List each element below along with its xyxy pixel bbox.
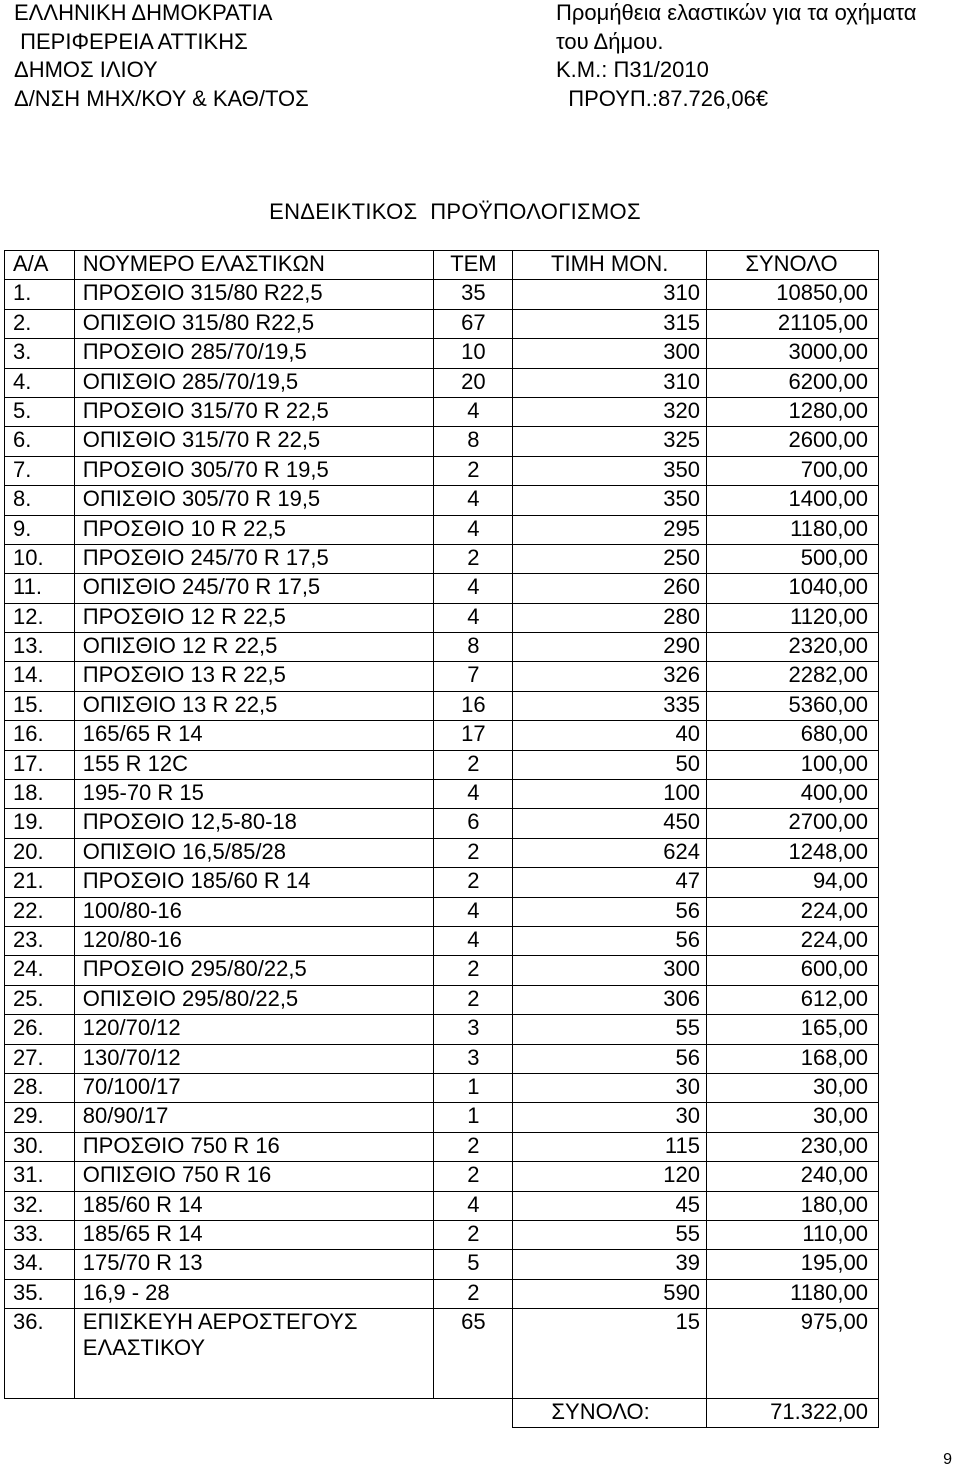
line-total: 975,00 [707,1309,879,1399]
table-row [5,662,879,691]
row-number: 7. [5,456,75,485]
table-row [5,1220,879,1249]
line-total: 700,00 [707,456,879,485]
unit-price: 56 [513,926,707,955]
row-number: 13. [5,633,75,662]
quantity: 2 [434,750,513,779]
tire-description: ΟΠΙΣΘΙΟ 305/70 R 19,5 [74,486,434,515]
row-number: 17. [5,750,75,779]
unit-price: 310 [513,280,707,309]
row-number: 21. [5,868,75,897]
table-row [5,456,879,485]
header-aa: Α/Α [5,251,75,280]
line-total: 1120,00 [707,603,879,632]
line-total: 10850,00 [707,280,879,309]
line-total: 5360,00 [707,691,879,720]
quantity: 16 [434,691,513,720]
issuer-line: Δ/ΝΣΗ ΜΗΧ/ΚΟΥ & ΚΑΘ/ΤΟΣ [14,85,309,111]
unit-price: 250 [513,544,707,573]
row-number: 27. [5,1044,75,1073]
unit-price: 280 [513,603,707,632]
table-row [5,427,879,456]
tire-description: ΟΠΙΣΘΙΟ 295/80/22,5 [74,985,434,1014]
tire-description: ΕΠΙΣΚΕΥΗ ΑΕΡΟΣΤΕΓΟΥΣ ΕΛΑΣΤΙΚΟΥ [74,1309,434,1399]
tire-description: ΠΡΟΣΘΙΟ 12,5-80-18 [74,809,434,838]
project-block [556,0,956,114]
table-row [5,603,879,632]
quantity: 1 [434,1103,513,1132]
issuer-line: ΠΕΡΙΦΕΡΕΙΑ ΑΤΤΙΚΗΣ [14,28,248,54]
quantity: 20 [434,368,513,397]
line-total: 165,00 [707,1015,879,1044]
row-number: 31. [5,1162,75,1191]
tire-description: ΠΡΟΣΘΙΟ 295/80/22,5 [74,956,434,985]
table-row [5,780,879,809]
header-total: ΣΥΝΟΛΟ [707,251,879,280]
row-number: 8. [5,486,75,515]
table-row [5,368,879,397]
header-qty: ΤΕΜ [434,251,513,280]
table-row [5,1015,879,1044]
line-total: 2320,00 [707,633,879,662]
row-number: 26. [5,1015,75,1044]
row-number: 22. [5,897,75,926]
row-number: 29. [5,1103,75,1132]
empty-cell [5,1399,75,1428]
unit-price: 326 [513,662,707,691]
table-row [5,985,879,1014]
tire-description: ΟΠΙΣΘΙΟ 315/80 R22,5 [74,309,434,338]
unit-price: 55 [513,1015,707,1044]
project-line: Κ.Μ.: Π31/2010 [556,57,709,82]
tire-description: ΟΠΙΣΘΙΟ 16,5/85/28 [74,838,434,867]
tire-description: ΠΡΟΣΘΙΟ 750 R 16 [74,1132,434,1161]
quantity: 4 [434,515,513,544]
quantity: 2 [434,456,513,485]
issuer-block [14,0,309,114]
table-row [5,486,879,515]
row-number: 3. [5,339,75,368]
table-row [5,809,879,838]
quantity: 2 [434,868,513,897]
line-total: 1040,00 [707,574,879,603]
unit-price: 315 [513,309,707,338]
unit-price: 55 [513,1220,707,1249]
line-total: 1180,00 [707,1279,879,1308]
row-number: 30. [5,1132,75,1161]
table-row [5,868,879,897]
table-row [5,926,879,955]
table-row [5,397,879,426]
unit-price: 590 [513,1279,707,1308]
row-number: 10. [5,544,75,573]
line-total: 2600,00 [707,427,879,456]
row-number: 15. [5,691,75,720]
line-total: 1280,00 [707,397,879,426]
quantity: 4 [434,926,513,955]
table-row [5,1279,879,1308]
unit-price: 335 [513,691,707,720]
table-row [5,544,879,573]
table-row [5,339,879,368]
project-line: ΠΡΟΥΠ.:87.726,06€ [556,85,769,111]
unit-price: 350 [513,486,707,515]
quantity: 10 [434,339,513,368]
quantity: 2 [434,544,513,573]
quantity: 1 [434,1073,513,1102]
tire-description: 16,9 - 28 [74,1279,434,1308]
row-number: 18. [5,780,75,809]
row-number: 2. [5,309,75,338]
grand-total-value: 71.322,00 [707,1399,879,1428]
unit-price: 56 [513,897,707,926]
table-row [5,1073,879,1102]
row-number: 12. [5,603,75,632]
quantity: 67 [434,309,513,338]
quantity: 17 [434,721,513,750]
issuer-line: ΕΛΛΗΝΙΚΗ ΔΗΜΟΚΡΑΤΙΑ [14,0,273,25]
row-number: 28. [5,1073,75,1102]
line-total: 224,00 [707,926,879,955]
table-row [5,515,879,544]
tire-description: 165/65 R 14 [74,721,434,750]
header-price: ΤΙΜΗ ΜΟΝ. [513,251,707,280]
line-total: 21105,00 [707,309,879,338]
tire-description: ΠΡΟΣΘΙΟ 305/70 R 19,5 [74,456,434,485]
issuer-line: ΔΗΜΟΣ ΙΛΙΟΥ [14,57,158,82]
tire-description: ΟΠΙΣΘΙΟ 750 R 16 [74,1162,434,1191]
tire-description: ΟΠΙΣΘΙΟ 315/70 R 22,5 [74,427,434,456]
empty-cell [74,1399,434,1428]
quantity: 2 [434,1279,513,1308]
unit-price: 300 [513,956,707,985]
line-total: 500,00 [707,544,879,573]
tire-description: 175/70 R 13 [74,1250,434,1279]
tire-description: ΠΡΟΣΘΙΟ 315/80 R22,5 [74,280,434,309]
line-total: 94,00 [707,868,879,897]
unit-price: 120 [513,1162,707,1191]
row-number: 5. [5,397,75,426]
quantity: 2 [434,985,513,1014]
page-number: 9 [943,1451,952,1468]
tire-description: ΠΡΟΣΘΙΟ 10 R 22,5 [74,515,434,544]
unit-price: 100 [513,780,707,809]
quantity: 4 [434,397,513,426]
quantity: 2 [434,1132,513,1161]
quantity: 2 [434,1162,513,1191]
row-number: 36. [5,1309,75,1399]
row-number: 23. [5,926,75,955]
tire-description: 195-70 R 15 [74,780,434,809]
line-total: 230,00 [707,1132,879,1161]
row-number: 34. [5,1250,75,1279]
table-row [5,1132,879,1161]
tire-description: ΠΡΟΣΘΙΟ 185/60 R 14 [74,868,434,897]
line-total: 30,00 [707,1073,879,1102]
table-row [5,838,879,867]
unit-price: 306 [513,985,707,1014]
line-total: 680,00 [707,721,879,750]
project-line: του Δήμου. [556,28,664,54]
line-total: 6200,00 [707,368,879,397]
quantity: 3 [434,1044,513,1073]
quantity: 2 [434,956,513,985]
line-total: 30,00 [707,1103,879,1132]
line-total: 168,00 [707,1044,879,1073]
document-title: ΕΝΔΕΙΚΤΙΚΟΣ ΠΡΟΫΠΟΛΟΓΙΣΜΟΣ [269,199,641,224]
quantity: 4 [434,780,513,809]
table-total-row [5,1399,879,1428]
line-total: 224,00 [707,897,879,926]
quantity: 7 [434,662,513,691]
line-total: 110,00 [707,1220,879,1249]
row-number: 9. [5,515,75,544]
tire-description: ΟΠΙΣΘΙΟ 245/70 R 17,5 [74,574,434,603]
quantity: 8 [434,633,513,662]
unit-price: 30 [513,1073,707,1102]
unit-price: 320 [513,397,707,426]
project-line: Προμήθεια ελαστικών για τα οχήματα [556,0,917,25]
quantity: 4 [434,603,513,632]
tire-description: 100/80-16 [74,897,434,926]
unit-price: 350 [513,456,707,485]
table-body [5,280,879,1399]
quantity: 65 [434,1309,513,1399]
table-row [5,1309,879,1399]
quantity: 4 [434,574,513,603]
tire-description: 70/100/17 [74,1073,434,1102]
row-number: 32. [5,1191,75,1220]
row-number: 14. [5,662,75,691]
table-row [5,1044,879,1073]
tire-description: 80/90/17 [74,1103,434,1132]
line-total: 1248,00 [707,838,879,867]
unit-price: 56 [513,1044,707,1073]
tire-description: 130/70/12 [74,1044,434,1073]
table-row [5,750,879,779]
row-number: 16. [5,721,75,750]
row-number: 25. [5,985,75,1014]
tire-description: ΟΠΙΣΘΙΟ 13 R 22,5 [74,691,434,720]
line-total: 100,00 [707,750,879,779]
table-row [5,897,879,926]
table-row [5,956,879,985]
unit-price: 50 [513,750,707,779]
unit-price: 45 [513,1191,707,1220]
table-header-row [5,251,879,280]
tire-description: 120/80-16 [74,926,434,955]
quantity: 2 [434,1220,513,1249]
tire-description: 185/65 R 14 [74,1220,434,1249]
table-row [5,633,879,662]
unit-price: 310 [513,368,707,397]
table-row [5,1162,879,1191]
line-total: 2282,00 [707,662,879,691]
line-total: 180,00 [707,1191,879,1220]
table-row [5,1103,879,1132]
row-number: 35. [5,1279,75,1308]
tire-description: 120/70/12 [74,1015,434,1044]
tire-description: ΠΡΟΣΘΙΟ 245/70 R 17,5 [74,544,434,573]
row-number: 6. [5,427,75,456]
tire-description: ΠΡΟΣΘΙΟ 285/70/19,5 [74,339,434,368]
quantity: 35 [434,280,513,309]
unit-price: 300 [513,339,707,368]
line-total: 1400,00 [707,486,879,515]
line-total: 2700,00 [707,809,879,838]
empty-cell [434,1399,513,1428]
line-total: 3000,00 [707,339,879,368]
line-total: 1180,00 [707,515,879,544]
table-row [5,691,879,720]
unit-price: 115 [513,1132,707,1161]
table-row [5,721,879,750]
quantity: 5 [434,1250,513,1279]
table-row [5,1250,879,1279]
unit-price: 295 [513,515,707,544]
unit-price: 15 [513,1309,707,1399]
row-number: 20. [5,838,75,867]
line-total: 600,00 [707,956,879,985]
unit-price: 260 [513,574,707,603]
quantity: 4 [434,486,513,515]
line-total: 240,00 [707,1162,879,1191]
unit-price: 290 [513,633,707,662]
quantity: 4 [434,897,513,926]
unit-price: 624 [513,838,707,867]
tire-description: ΟΠΙΣΘΙΟ 12 R 22,5 [74,633,434,662]
quantity: 4 [434,1191,513,1220]
unit-price: 325 [513,427,707,456]
table-row [5,1191,879,1220]
line-total: 400,00 [707,780,879,809]
table-row [5,280,879,309]
table-row [5,309,879,338]
row-number: 11. [5,574,75,603]
quantity: 2 [434,838,513,867]
grand-total-label: ΣΥΝΟΛΟ: [513,1399,707,1428]
line-total: 195,00 [707,1250,879,1279]
tire-description: ΠΡΟΣΘΙΟ 12 R 22,5 [74,603,434,632]
budget-table [4,250,879,1428]
row-number: 4. [5,368,75,397]
unit-price: 450 [513,809,707,838]
tire-description: 185/60 R 14 [74,1191,434,1220]
row-number: 33. [5,1220,75,1249]
quantity: 3 [434,1015,513,1044]
tire-description: 155 R 12C [74,750,434,779]
row-number: 24. [5,956,75,985]
unit-price: 40 [513,721,707,750]
line-total: 612,00 [707,985,879,1014]
unit-price: 30 [513,1103,707,1132]
quantity: 6 [434,809,513,838]
tire-description: ΠΡΟΣΘΙΟ 315/70 R 22,5 [74,397,434,426]
row-number: 1. [5,280,75,309]
row-number: 19. [5,809,75,838]
unit-price: 47 [513,868,707,897]
tire-description: ΠΡΟΣΘΙΟ 13 R 22,5 [74,662,434,691]
quantity: 8 [434,427,513,456]
unit-price: 39 [513,1250,707,1279]
header-desc: ΝΟΥΜΕΡΟ ΕΛΑΣΤΙΚΩΝ [74,251,434,280]
table-row [5,574,879,603]
tire-description: ΟΠΙΣΘΙΟ 285/70/19,5 [74,368,434,397]
